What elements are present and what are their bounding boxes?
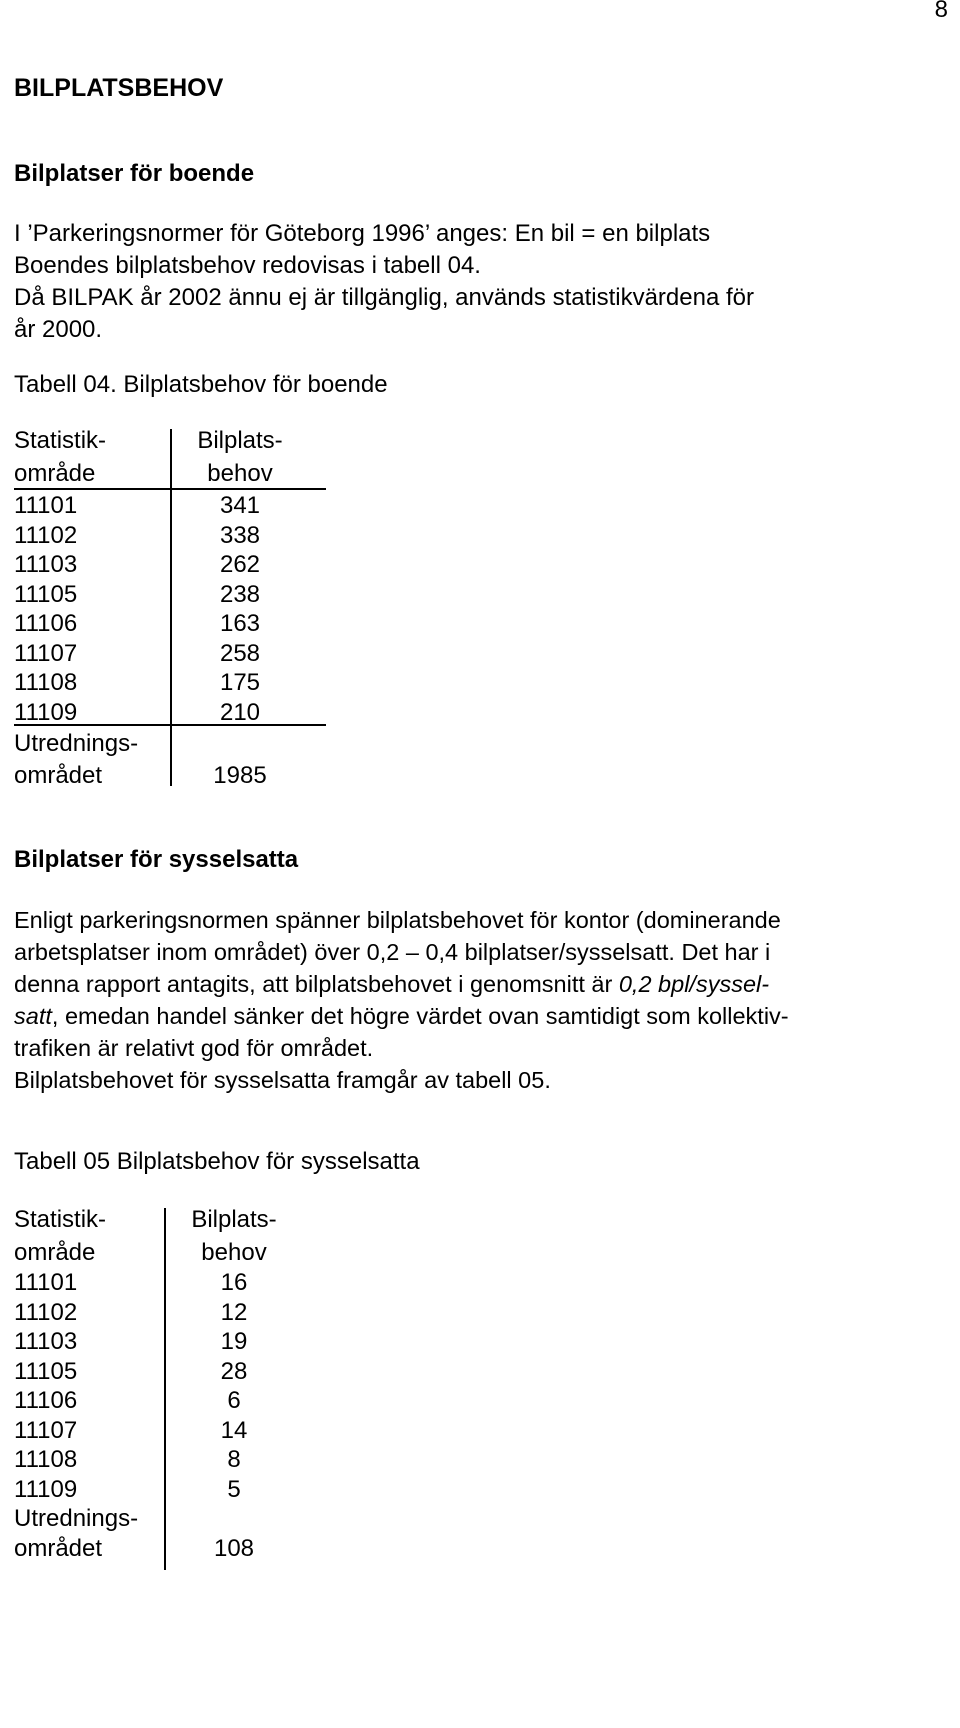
paragraph-line: Bilplatsbehovet för sysselsatta framgår av tabell 05. <box>14 1067 551 1093</box>
table-row <box>14 581 326 611</box>
area-code: 11103 <box>14 1328 78 1355</box>
header-area: område <box>14 1239 96 1266</box>
parking-need-value: 5 <box>227 1475 241 1503</box>
section-title-boende: Bilplatser för boende <box>14 160 255 187</box>
parking-need-value: 14 <box>220 1416 248 1444</box>
area-code: 11102 <box>14 1298 78 1326</box>
table-row <box>14 1446 314 1476</box>
table-row <box>14 1299 314 1329</box>
italic-text: 0,2 bpl/syssel- <box>618 971 770 997</box>
paragraph-line: Enligt parkeringsnormen spänner bilplatsbehovet för kontor (dominerande <box>14 907 781 933</box>
table-row <box>14 640 326 670</box>
table-row <box>14 1387 314 1417</box>
paragraph-line <box>14 968 789 1000</box>
area-code: 11108 <box>14 669 78 696</box>
paragraph-line: arbetsplatser inom området) över 0,2 – 0,4 bilplatser/sysselsatt. Det har i <box>14 939 771 965</box>
parking-need-value: 341 <box>219 492 261 519</box>
area-code: 11102 <box>14 521 78 549</box>
header-area: Statistik- <box>14 1206 107 1233</box>
parking-need-value: 210 <box>219 698 261 726</box>
table-row <box>14 551 326 581</box>
parking-need-value: 163 <box>219 610 261 637</box>
table-row <box>14 610 326 640</box>
area-code: 11101 <box>14 1269 78 1296</box>
area-code: 11105 <box>14 1357 78 1385</box>
table-05 <box>14 1206 314 1565</box>
table-row <box>14 1417 314 1447</box>
area-code: 11107 <box>14 639 78 667</box>
header-need: Bilplats- <box>191 1206 277 1233</box>
area-code: 11105 <box>14 580 78 608</box>
parking-need-value: 338 <box>219 521 261 549</box>
table-row <box>14 1269 314 1299</box>
parking-need-value: 175 <box>219 669 261 696</box>
area-code: 11101 <box>14 492 78 519</box>
table-row <box>14 1358 314 1388</box>
header-need: behov <box>201 1239 267 1266</box>
table-header-row <box>14 1239 314 1269</box>
table-row <box>14 492 326 522</box>
area-code: 11109 <box>14 1475 78 1503</box>
table-row <box>14 1328 314 1358</box>
paragraph-line: Boendes bilplatsbehov redovisas i tabell 04. <box>14 252 481 279</box>
table-header-row <box>14 460 326 492</box>
total-label: området <box>14 1535 103 1562</box>
table-04 <box>14 427 326 794</box>
paragraph-line <box>14 1000 789 1032</box>
total-value: 1985 <box>213 762 267 789</box>
table-caption-04: Tabell 04. Bilplatsbehov för boende <box>14 371 388 398</box>
area-code: 11108 <box>14 1446 78 1473</box>
paragraph-line: år 2000. <box>14 316 103 343</box>
total-label: området <box>14 762 103 789</box>
section-title-sysselsatta: Bilplatser för sysselsatta <box>14 846 299 873</box>
parking-need-value: 19 <box>220 1328 248 1355</box>
parking-need-value: 258 <box>219 639 261 667</box>
table-header-row <box>14 1206 314 1239</box>
paragraph-line: trafiken är relativt god för området. <box>14 1035 374 1061</box>
paragraph-sysselsatta <box>14 904 789 1096</box>
area-code: 11107 <box>14 1416 78 1444</box>
table-total-row <box>14 1505 314 1535</box>
parking-need-value: 238 <box>219 580 261 608</box>
area-code: 11106 <box>14 1387 78 1414</box>
table-total-row <box>14 762 326 794</box>
page-title: BILPLATSBEHOV <box>14 74 224 102</box>
area-code: 11109 <box>14 698 78 726</box>
table-row <box>14 699 326 729</box>
parking-need-value: 16 <box>220 1269 248 1296</box>
paragraph-line: Då BILPAK år 2002 ännu ej är tillgänglig, används statistikvärdena för <box>14 284 754 311</box>
header-area: Statistik- <box>14 427 107 454</box>
page-number: 8 <box>934 0 948 23</box>
parking-need-value: 12 <box>220 1298 248 1326</box>
table-total-row <box>14 1535 314 1565</box>
paragraph-boende <box>14 218 754 346</box>
total-label: Utrednings- <box>14 1505 139 1532</box>
table-row <box>14 522 326 552</box>
area-code: 11106 <box>14 610 78 637</box>
header-need: behov <box>207 460 273 487</box>
italic-text: satt <box>14 1003 52 1029</box>
text-run: denna rapport antagits, att bilplatsbehovet i genomsnitt är <box>14 971 619 997</box>
total-label: Utrednings- <box>14 730 139 757</box>
table-total-row <box>14 730 326 762</box>
header-area: område <box>14 460 96 487</box>
area-code: 11103 <box>14 551 78 578</box>
total-value: 108 <box>213 1535 255 1562</box>
table-row <box>14 1476 314 1506</box>
parking-need-value: 262 <box>219 551 261 578</box>
table-header-row <box>14 427 326 460</box>
paragraph-line: I ’Parkeringsnormer för Göteborg 1996’ anges: En bil = en bilplats <box>14 220 711 247</box>
text-run: , emedan handel sänker det högre värdet ovan samtidigt som kollektiv- <box>51 1003 789 1029</box>
parking-need-value: 28 <box>220 1357 248 1385</box>
parking-need-value: 6 <box>227 1387 241 1414</box>
header-need: Bilplats- <box>197 427 283 454</box>
table-row <box>14 669 326 699</box>
parking-need-value: 8 <box>227 1446 241 1473</box>
table-caption-05: Tabell 05 Bilplatsbehov för sysselsatta <box>14 1148 420 1175</box>
